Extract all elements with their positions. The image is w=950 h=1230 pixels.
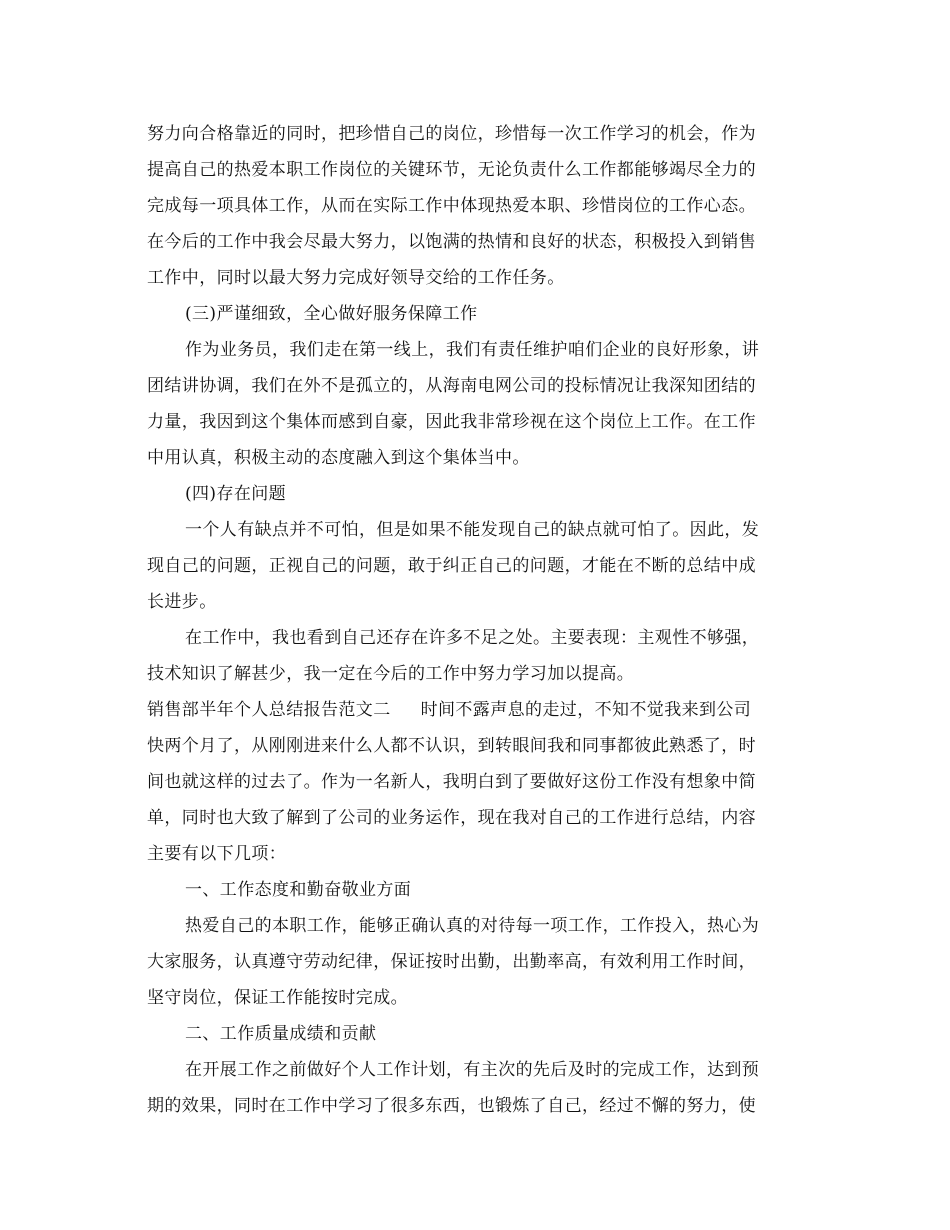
text-line: 坚守岗位，保证工作能按时完成。 [147, 988, 408, 1008]
article-title: 销售部半年个人总结报告范文二 [147, 700, 391, 720]
text-line: 中用认真，积极主动的态度融入到这个集体当中。 [147, 448, 530, 468]
section-heading: 一、工作态度和勤奋敬业方面 [185, 880, 412, 900]
text-line: 技术知识了解甚少，我一定在今后的工作中努力学习加以提高。 [147, 664, 635, 684]
document-body [147, 116, 807, 1124]
text-line: 努力向合格靠近的同时，把珍惜自己的岗位，珍惜每一次工作学习的机会，作为 [147, 124, 756, 144]
text-line: 热爱自己的本职工作，能够正确认真的对待每一项工作，工作投入，热心为 [185, 916, 760, 936]
text-line: 作为业务员，我们走在第一线上，我们有责任维护咱们企业的良好形象，讲 [185, 340, 760, 360]
text-line: 在工作中，我也看到自己还存在许多不足之处。主要表现：主观性不够强， [185, 628, 760, 648]
section-heading: (三)严谨细致，全心做好服务保障工作 [185, 304, 478, 324]
text-line: 提高自己的热爱本职工作岗位的关键环节，无论负责什么工作都能够竭尽全力的 [147, 160, 756, 180]
text-line: 力量，我因到这个集体而感到自豪，因此我非常珍视在这个岗位上工作。在工作 [147, 412, 756, 432]
text-line: 工作中，同时以最大努力完成好领导交给的工作任务。 [147, 268, 565, 288]
text-line: 长进步。 [147, 592, 217, 612]
text-line: 在开展工作之前做好个人工作计划，有主次的先后及时的完成工作，达到预 [185, 1060, 760, 1080]
text-line: 间也就这样的过去了。作为一名新人，我明白到了要做好这份工作没有想象中简 [147, 772, 756, 792]
text-line: 主要有以下几项： [147, 844, 287, 864]
text-line: 完成每一项具体工作，从而在实际工作中体现热爱本职、珍惜岗位的工作心态。 [147, 196, 756, 216]
text-line: 期的效果，同时在工作中学习了很多东西，也锻炼了自己，经过不懈的努力，使 [147, 1096, 756, 1116]
text-line: 快两个月了，从刚刚进来什么人都不认识，到转眼间我和同事都彼此熟悉了，时 [147, 736, 756, 756]
section-heading: 二、工作质量成绩和贡献 [185, 1024, 377, 1044]
section-heading: (四)存在问题 [185, 484, 287, 504]
text-line: 一个人有缺点并不可怕，但是如果不能发现自己的缺点就可怕了。因此，发 [185, 520, 760, 540]
text-line: 单，同时也大致了解到了公司的业务运作，现在我对自己的工作进行总结，内容 [147, 808, 756, 828]
text-line: 大家服务，认真遵守劳动纪律，保证按时出勤，出勤率高，有效利用工作时间， [147, 952, 756, 972]
article-title-line [147, 692, 807, 728]
text-line: 在今后的工作中我会尽最大努力，以饱满的热情和良好的状态，积极投入到销售 [147, 232, 756, 252]
text-line: 团结讲协调，我们在外不是孤立的，从海南电网公司的投标情况让我深知团结的 [147, 376, 756, 396]
text-line: 现自己的问题，正视自己的问题，敢于纠正自己的问题，才能在不断的总结中成 [147, 556, 756, 576]
text-line-start: 时间不露声息的走过，不知不觉我来到公司 [420, 700, 752, 720]
